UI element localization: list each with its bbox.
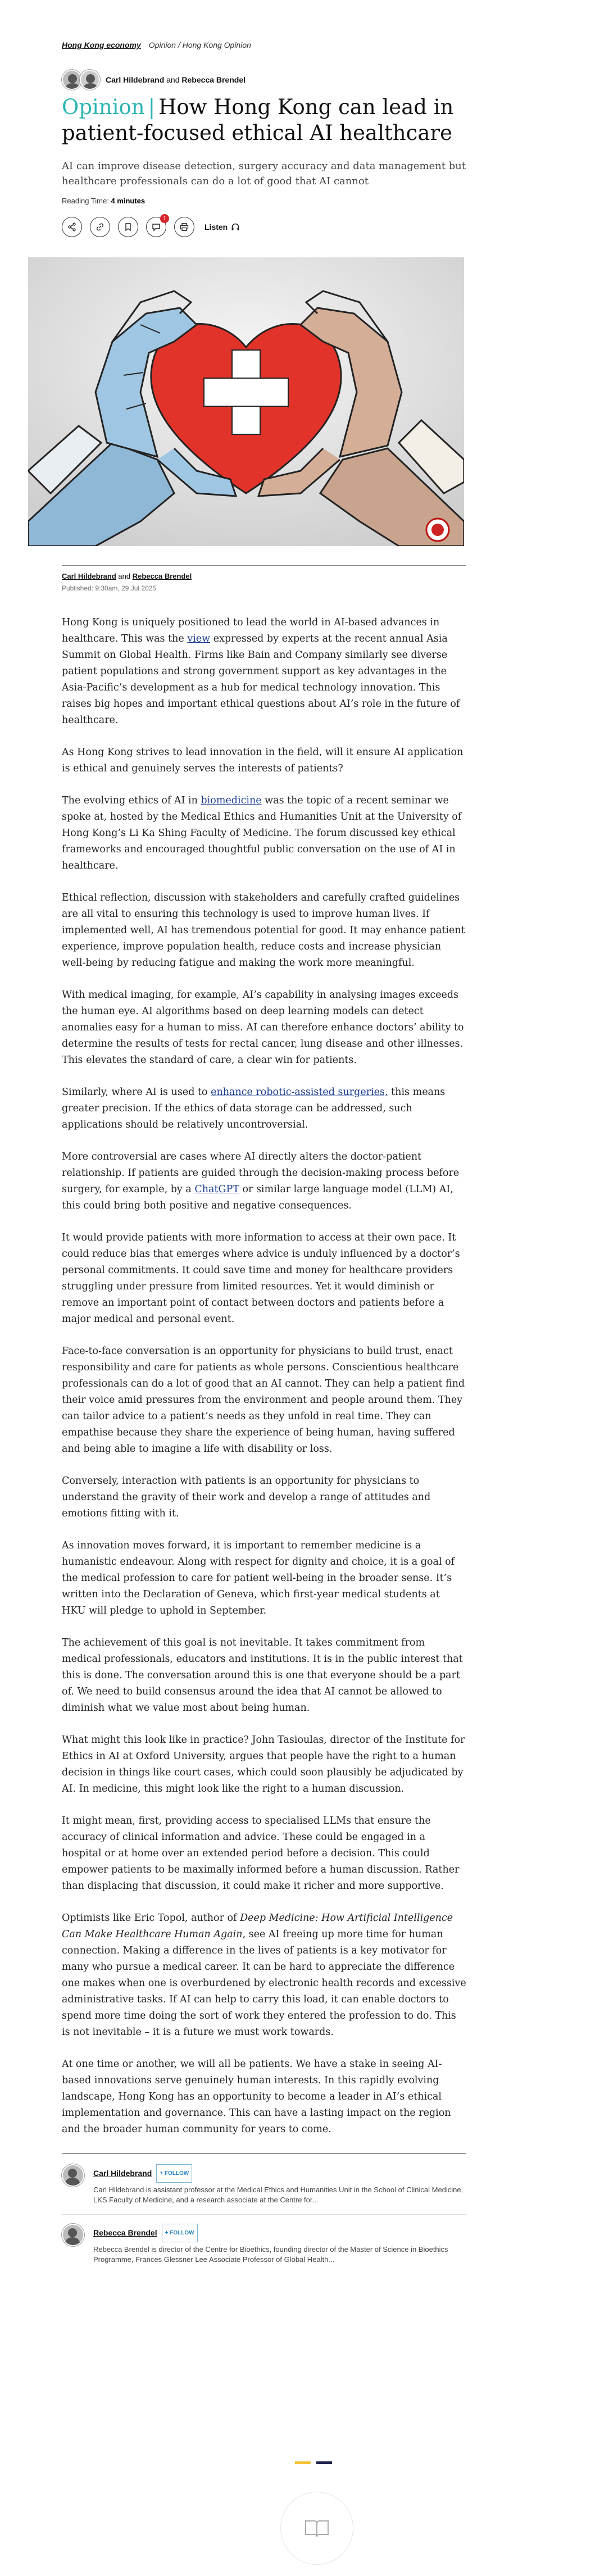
paragraph: Optimists like Eric Topol, author of Deep Medicine: How Artificial Intelligence Can Make Healthcare Human Again, see AI freeing up more time for human connection. Making a difference in the lives of patients is a key motivator for many who pursue a medical career. It can be hard to appreciate the difference one makes when one is overburdened by electronic health records and excessive administrative tasks. If AI can help to carry this load, it can enable doctors to spend more time doing the sort of work they entered the profession to do. This is not inevitable – it is a future we must work towards. bbox=[62, 1912, 466, 2038]
paragraph: Similarly, where AI is used to enhance robotic-assisted surgeries, this means greater precision. If the ethics of data storage can be addressed, such applications should be relatively uncontroversial. bbox=[62, 1087, 446, 1130]
title-separator: | bbox=[148, 95, 156, 119]
brand-dot-navy bbox=[316, 2461, 332, 2464]
bookmark-button[interactable] bbox=[118, 217, 138, 237]
paragraph: As innovation moves forward, it is important to remember medicine is a humanistic endeavour. Along with respect for dignity and choice, it is a goal of the medical profession to care for patient well-being in the broader sense. It’s written into the Declaration of Geneva, which first-year medical students at HKU will pledge to uphold in September. bbox=[62, 1540, 455, 1616]
avatar[interactable] bbox=[62, 70, 82, 90]
author-card bbox=[62, 2224, 466, 2265]
reading-time bbox=[62, 197, 466, 205]
breadcrumb-secondary-link[interactable]: Opinion / Hong Kong Opinion bbox=[148, 40, 251, 49]
headline-text: How Hong Kong can lead in patient-focused ethical AI healthcare bbox=[62, 95, 454, 145]
paragraph: It would provide patients with more information to access at their own pace. It could reduce bias that emerges where advice is unduly influenced by a doctor’s personal commitments. It could save time and money for healthcare providers struggling under pressure from limited resources. Yet it would diminish or remove an important point of contact between doctors and patients before a major medical and personal event. bbox=[62, 1232, 460, 1325]
share-icon bbox=[67, 222, 76, 231]
byline bbox=[62, 572, 466, 580]
author-link-second[interactable]: Rebecca Brendel bbox=[181, 75, 246, 84]
avatar[interactable] bbox=[62, 2164, 84, 2187]
listen-label: Listen bbox=[204, 222, 228, 231]
author-joiner: and bbox=[166, 75, 180, 84]
comments-button[interactable] bbox=[146, 217, 166, 237]
link-icon bbox=[96, 222, 104, 231]
author-card-bio: Rebecca Brendel is director of the Centre for Bioethics, founding director of the Master of Science in Bioethics Programme, Frances Glessner Lee Associate Professor of Global Health... bbox=[93, 2245, 448, 2264]
article-toolbar bbox=[62, 217, 466, 237]
share-button[interactable] bbox=[62, 217, 82, 237]
published-date: Published: 9:30am, 29 Jul 2025 bbox=[62, 584, 157, 592]
reading-time-label: Reading Time: bbox=[62, 197, 109, 205]
copy-link-button[interactable] bbox=[90, 217, 110, 237]
paragraph: At one time or another, we will all be patients. We have a stake in seeing AI-based innovations serve genuinely human interests. In this rapidly evolving landscape, Hong Kong has an opportunity to become a leader in AI’s ethical implementation and governance. This can have a lasting impact on the region and the broader human community for years to come. bbox=[62, 2059, 451, 2135]
biomedicine-link[interactable]: biomedicine bbox=[201, 795, 262, 806]
avatar[interactable] bbox=[80, 70, 100, 90]
bookmark-icon bbox=[124, 222, 132, 231]
paragraph: What might this look like in practice? John Tasioulas, director of the Institute for Ethics in AI at Oxford University, argues that people have the right to a human decision in things like court cases, which could soon plausibly be adjudicated by AI. In medicine, this might look like the right to a human discussion. bbox=[62, 1734, 465, 1794]
comment-count-badge: 1 bbox=[160, 214, 169, 223]
robotic-surgeries-link[interactable]: enhance robotic-assisted surgeries, bbox=[211, 1087, 388, 1098]
paragraph: With medical imaging, for example, AI’s capability in analysing images exceeds the human eye. AI algorithms based on deep learning models can detect anomalies easy for a human to miss. AI can therefore enhance doctors’ ability to determine the results of tests for rectal cancer, lung disease and other illnesses. This elevates the standard of care, a clear win for patients. bbox=[62, 989, 464, 1066]
author-card-divider bbox=[62, 2214, 466, 2215]
page-title bbox=[62, 94, 466, 146]
author-link-first[interactable]: Carl Hildebrand bbox=[106, 75, 165, 84]
follow-button[interactable]: + FOLLOW bbox=[156, 2164, 192, 2183]
standfirst: AI can improve disease detection, surgery accuracy and data management but healthcare professionals can do a lot of good that AI cannot bbox=[62, 160, 466, 187]
paragraph: The evolving ethics of AI in biomedicine was the topic of a recent seminar we spoke at, hosted by the Medical Ethics and Humanities Unit at the University of Hong Kong’s Li Ka Shing Faculty of Medicine. The forum discussed key ethical frameworks and encouraged thoughtful public conversation on the use of AI in healthcare. bbox=[62, 795, 462, 871]
follow-button[interactable]: + FOLLOW bbox=[162, 2224, 198, 2242]
paragraph: More controversial are cases where AI directly alters the doctor-patient relationship. If patients are guided through the decision-making process before surgery, for example, by a ChatGPT or similar large language model (LLM) AI, this could bring both positive and negative consequences. bbox=[62, 1151, 460, 1211]
comment-icon bbox=[152, 222, 161, 231]
paragraph: The achievement of this goal is not inevitable. It takes commitment from medical professionals, educators and institutions. It is in the public interest that this is done. The conversation around this is one that everyone should be a part of. We need to build consensus around the idea that AI cannot be allowed to diminish what we value most about being human. bbox=[62, 1637, 463, 1714]
author-card bbox=[62, 2164, 466, 2205]
read-more-button[interactable] bbox=[280, 2492, 353, 2565]
byline-author-second[interactable]: Rebecca Brendel bbox=[132, 572, 192, 580]
byline-joiner: and bbox=[118, 572, 131, 580]
article-body bbox=[62, 615, 466, 2265]
divider bbox=[62, 565, 466, 566]
avatar[interactable] bbox=[62, 2224, 84, 2246]
brand-dot-yellow bbox=[295, 2461, 311, 2464]
paragraph: Face-to-face conversation is an opportunity for physicians to build trust, enact responsibility and care for patients as whole persons. Conscientious healthcare professionals can do a lot of good that an AI cannot. They can help a patient find their voice amid pressures from the environment and people around them. They can tailor advice to a patient’s needs as they unfold in real time. They can empathise because they share the experience of being human, having suffered and being able to imagine a life with disability or loss. bbox=[62, 1346, 465, 1455]
paragraph: Conversely, interaction with patients is an opportunity for physicians to understand the gravity of their work and develop a range of attitudes and emotions fitting with it. bbox=[62, 1475, 431, 1519]
byline-author-first[interactable]: Carl Hildebrand bbox=[62, 572, 116, 580]
author-card-bio: Carl Hildebrand is assistant professor at the Medical Ethics and Humanities Unit in the School of Clinical Medicine, LKS Faculty of Medicine, and a research associate at the Centre for... bbox=[93, 2186, 463, 2204]
heart-hands-illustration bbox=[28, 257, 464, 546]
author-card-name[interactable]: Rebecca Brendel bbox=[93, 2228, 157, 2238]
breadcrumb-primary-link[interactable]: Hong Kong economy bbox=[62, 40, 141, 49]
headphones-icon bbox=[231, 222, 240, 231]
opinion-tag[interactable]: Opinion bbox=[62, 95, 145, 119]
book-title: Deep Medicine: How Artificial Intelligence Can Make Healthcare Human Again bbox=[62, 1912, 453, 1940]
reading-time-value: 4 minutes bbox=[111, 197, 146, 205]
hero-image[interactable] bbox=[28, 257, 464, 546]
author-card-name[interactable]: Carl Hildebrand bbox=[93, 2169, 152, 2178]
print-button[interactable] bbox=[174, 217, 194, 237]
print-icon bbox=[180, 222, 189, 231]
paragraph: Ethical reflection, discussion with stakeholders and carefully crafted guidelines are all vital to ensuring this technology is used to improve human lives. If implemented well, AI has tremendous potential for good. It may enhance patient experience, improve population health, reduce costs and increase physician well-being by reducing fatigue and making the work more meaningful. bbox=[62, 892, 465, 969]
chatgpt-link[interactable]: ChatGPT bbox=[194, 1184, 239, 1195]
paragraph: Hong Kong is uniquely positioned to lead the world in AI-based advances in healthcare. This was the view expressed by experts at the recent annual Asia Summit on Global Health. Firms like Bain and Company similarly see diverse patient populations and strong government support as key advantages in the Asia-Pacific’s development as a hub for medical technology innovation. This raises big hopes and important ethical questions about AI’s role in the future of healthcare. bbox=[62, 617, 460, 726]
open-book-icon bbox=[304, 2519, 329, 2538]
paragraph: As Hong Kong strives to lead innovation in the field, will it ensure AI application is ethical and genuinely serves the interests of patients? bbox=[62, 747, 463, 774]
view-link[interactable]: view bbox=[187, 633, 211, 644]
brand-dots bbox=[295, 2461, 332, 2464]
paragraph: It might mean, first, providing access to specialised LLMs that ensure the accuracy of clinical information and advice. These could be engaged in a hospital or at home over an extended period before a decision. This could empower patients to be maximally informed before a human discussion. Rather than displacing that discussion, it could make it richer and more supportive. bbox=[62, 1815, 460, 1892]
breadcrumb bbox=[62, 40, 466, 49]
author-row bbox=[62, 70, 466, 90]
listen-button[interactable] bbox=[204, 222, 240, 231]
